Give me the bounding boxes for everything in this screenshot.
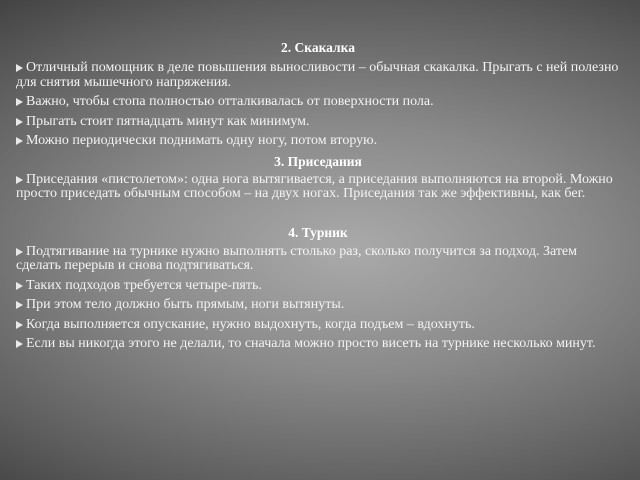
list-item: Прыгать стоит пятнадцать минут как минимум. [16, 115, 620, 130]
pullup-bar-list [16, 245, 620, 352]
triangle-bullet-icon [16, 282, 23, 290]
list-item: Если вы никогда этого не делали, то сначала можно просто висеть на турнике несколько минут. [16, 337, 620, 352]
triangle-bullet-icon [16, 98, 23, 106]
triangle-bullet-icon [16, 176, 23, 184]
list-item: Когда выполняется опускание, нужно выдохнуть, когда подъем – вдохнуть. [16, 318, 620, 333]
triangle-bullet-icon [16, 64, 23, 72]
section-title-pullup-bar: 4. Турник [288, 224, 348, 240]
triangle-bullet-icon [16, 137, 23, 145]
triangle-bullet-icon [16, 321, 23, 329]
triangle-bullet-icon [16, 301, 23, 309]
triangle-bullet-icon [16, 248, 23, 256]
triangle-bullet-icon [16, 340, 23, 348]
list-item: Важно, чтобы стопа полностью отталкивалась от поверхности пола. [16, 95, 620, 110]
list-item: Можно периодически поднимать одну ногу, потом вторую. [16, 134, 620, 149]
slide-content [16, 40, 620, 357]
list-item: Отличный помощник в деле повышения выносливости – обычная скакалка. Прыгать с ней полезно для снятия мышечного напряжения. [16, 60, 619, 90]
list-item: Подтягивание на турнике нужно выполнять столько раз, сколько получится за подход. Затем сделать перерыв и снова подтягиваться. [16, 243, 578, 273]
list-item: При этом тело должно быть прямым, ноги вытянуты. [16, 298, 620, 313]
section-title-jump-rope: 2. Скакалка [281, 40, 355, 55]
list-item: Таких подходов требуется четыре-пять. [16, 279, 620, 294]
squats-list [16, 173, 620, 202]
triangle-bullet-icon [16, 118, 23, 126]
section-title-squats: 3. Приседания [274, 153, 362, 169]
list-item: Приседания «пистолетом»: одна нога вытягивается, а приседания выполняются на второй. Можно просто приседать обычным способом – на двух ногах. Приседания так же эффективны, как бег. [16, 171, 613, 201]
jump-rope-list [16, 61, 620, 149]
